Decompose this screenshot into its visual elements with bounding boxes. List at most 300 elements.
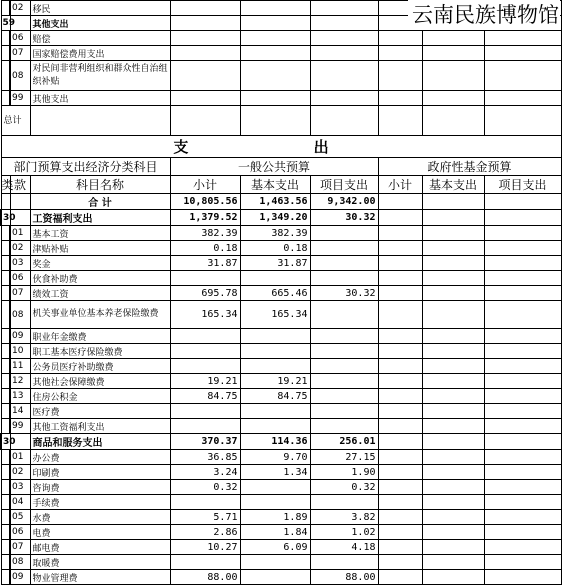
empty-cell: [484, 495, 561, 510]
row-basic: 1,349.20: [240, 210, 310, 226]
row-basic: [240, 344, 310, 359]
row-label: 商品和服务支出: [30, 434, 170, 450]
total-section: [1, 106, 561, 136]
table-row: [1, 226, 561, 241]
empty-cell: [422, 389, 484, 404]
row-project: [310, 389, 378, 404]
empty-cell: [422, 344, 484, 359]
empty-cell: [378, 301, 422, 329]
empty-cell: [378, 374, 422, 389]
row-label: 医疗费: [30, 404, 170, 419]
row-class: [1, 404, 10, 419]
empty-cell: [378, 510, 422, 525]
empty-cell: [484, 480, 561, 495]
table-row: [1, 480, 561, 495]
row-code: 06: [10, 271, 30, 286]
table-row: [1, 286, 561, 301]
empty-cell: [378, 389, 422, 404]
table-row: [1, 256, 561, 271]
empty-cell: [422, 540, 484, 555]
row-project: [310, 271, 378, 286]
empty-cell: [484, 61, 561, 91]
row-label: 印刷费: [30, 465, 170, 480]
table-row: [1, 241, 561, 256]
row-project: [310, 241, 378, 256]
row-class: [1, 31, 10, 46]
empty-cell: [422, 419, 484, 434]
row-label: 物业管理费: [30, 570, 170, 585]
col-kuan: 款: [10, 176, 30, 194]
general-budget-header: 一般公共预算: [170, 158, 378, 176]
empty-cell: [422, 46, 484, 61]
empty-cell: [484, 226, 561, 241]
row-label: 其他社会保障缴费: [30, 374, 170, 389]
table-row: [1, 374, 561, 389]
table-row: [1, 465, 561, 480]
empty-cell: [484, 359, 561, 374]
empty-cell: [422, 404, 484, 419]
empty-cell: [422, 434, 484, 450]
empty-cell: [422, 555, 484, 570]
row-project: [310, 301, 378, 329]
row-project: [310, 256, 378, 271]
row-label: 对民间非营利组织和群众性自治组织补贴: [30, 61, 170, 91]
table-row: [1, 404, 561, 419]
row-class: [1, 389, 10, 404]
row-class: [1, 540, 10, 555]
row-class: 30: [1, 434, 10, 450]
empty-cell: [378, 465, 422, 480]
section-title: 支 出: [1, 136, 561, 158]
row-class: [1, 241, 10, 256]
row-subtotal: 84.75: [170, 389, 240, 404]
row-label: 咨询费: [30, 480, 170, 495]
empty-cell: [378, 434, 422, 450]
empty-cell: [378, 241, 422, 256]
row-code: 04: [10, 495, 30, 510]
col-subtotal-fund: 小计: [378, 176, 422, 194]
row-class: [1, 510, 10, 525]
empty-cell: [484, 465, 561, 480]
row-subtotal: 31.87: [170, 256, 240, 271]
empty-cell: [422, 525, 484, 540]
empty-cell: [484, 570, 561, 585]
row-subtotal: 1,379.52: [170, 210, 240, 226]
header-section: [1, 136, 561, 210]
table-row: [1, 510, 561, 525]
empty-cell: [484, 256, 561, 271]
empty-cell: [378, 419, 422, 434]
table-row: [1, 271, 561, 286]
row-subtotal: 165.34: [170, 301, 240, 329]
empty-cell: [378, 555, 422, 570]
empty-cell: [484, 525, 561, 540]
row-class: 59: [1, 16, 10, 31]
empty-cell: [170, 46, 240, 61]
row-subtotal: [170, 404, 240, 419]
row-project: 1.90: [310, 465, 378, 480]
row-subtotal: [170, 419, 240, 434]
row-label: 电费: [30, 525, 170, 540]
row-project: 0.32: [310, 480, 378, 495]
row-code: 99: [10, 91, 30, 106]
row-class: [1, 226, 10, 241]
empty-cell: [378, 570, 422, 585]
row-label: 水费: [30, 510, 170, 525]
empty-cell: [378, 91, 422, 106]
row-basic: 6.09: [240, 540, 310, 555]
table-row: [1, 434, 561, 450]
empty-cell: [422, 241, 484, 256]
row-basic: 31.87: [240, 256, 310, 271]
row-class: [1, 495, 10, 510]
sum-subtotal: 10,805.56: [170, 194, 240, 210]
row-basic: 9.70: [240, 450, 310, 465]
empty-cell: [378, 540, 422, 555]
empty-cell: [484, 450, 561, 465]
row-project: [310, 329, 378, 344]
row-class: 30: [1, 210, 10, 226]
table-row: [1, 570, 561, 585]
empty-cell: [170, 61, 240, 91]
row-label: 国家赔偿费用支出: [30, 46, 170, 61]
empty-cell: [484, 555, 561, 570]
row-class: [1, 301, 10, 329]
subject-group-header: 部门预算支出经济分类科目: [1, 158, 170, 176]
row-class: [1, 450, 10, 465]
col-project: 项目支出: [310, 176, 378, 194]
row-code: 08: [10, 61, 30, 91]
row-code: 11: [10, 359, 30, 374]
row-label: 奖金: [30, 256, 170, 271]
row-code: 01: [10, 450, 30, 465]
row-basic: [240, 404, 310, 419]
table-row: [1, 555, 561, 570]
empty-cell: [378, 286, 422, 301]
row-class: [1, 344, 10, 359]
row-basic: [240, 359, 310, 374]
table-row: [1, 46, 561, 61]
row-code: 02: [10, 241, 30, 256]
empty-cell: [484, 510, 561, 525]
row-project: [310, 226, 378, 241]
row-code: 07: [10, 540, 30, 555]
empty-cell: [484, 540, 561, 555]
empty-cell: [310, 31, 378, 46]
row-code: 06: [10, 31, 30, 46]
row-project: 3.82: [310, 510, 378, 525]
empty-cell: [170, 16, 240, 31]
row-code: 09: [10, 570, 30, 585]
row-subtotal: [170, 555, 240, 570]
row-class: [1, 1, 10, 16]
row-project: 4.18: [310, 540, 378, 555]
empty-cell: [378, 256, 422, 271]
empty-cell: [422, 450, 484, 465]
row-label: 工资福利支出: [30, 210, 170, 226]
row-basic: 165.34: [240, 301, 310, 329]
col-basic: 基本支出: [240, 176, 310, 194]
row-project: 30.32: [310, 286, 378, 301]
empty-cell: [170, 91, 240, 106]
row-project: [310, 555, 378, 570]
empty-cell: [422, 329, 484, 344]
empty-cell: [422, 271, 484, 286]
row-code: 09: [10, 329, 30, 344]
row-class: [1, 374, 10, 389]
row-project: 1.02: [310, 525, 378, 540]
row-basic: 382.39: [240, 226, 310, 241]
row-code: 05: [10, 510, 30, 525]
row-subtotal: 5.71: [170, 510, 240, 525]
empty-cell: [378, 31, 422, 46]
row-code: 07: [10, 286, 30, 301]
empty-cell: [240, 61, 310, 91]
row-project: [310, 404, 378, 419]
row-label: 伙食补助费: [30, 271, 170, 286]
empty-cell: [378, 450, 422, 465]
row-label: 津贴补贴: [30, 241, 170, 256]
row-label: 邮电费: [30, 540, 170, 555]
row-label: 绩效工资: [30, 286, 170, 301]
table-row: [1, 419, 561, 434]
empty-cell: [170, 1, 240, 16]
row-subtotal: [170, 271, 240, 286]
empty-cell: [484, 241, 561, 256]
empty-cell: [484, 389, 561, 404]
row-subtotal: 10.27: [170, 540, 240, 555]
row-class: [1, 465, 10, 480]
table-row: [1, 329, 561, 344]
empty-cell: [240, 31, 310, 46]
table-row: [1, 450, 561, 465]
row-subtotal: 382.39: [170, 226, 240, 241]
empty-cell: [422, 510, 484, 525]
empty-cell: [484, 271, 561, 286]
col-cls: 类: [1, 176, 10, 194]
row-subtotal: [170, 359, 240, 374]
empty-cell: [484, 91, 561, 106]
table-row: [1, 301, 561, 329]
empty-cell: [240, 46, 310, 61]
row-code: 03: [10, 256, 30, 271]
empty-cell: [310, 46, 378, 61]
row-label: 其他工资福利支出: [30, 419, 170, 434]
row-label: 移民: [30, 1, 170, 16]
row-class: [1, 570, 10, 585]
row-basic: [240, 419, 310, 434]
total-label: 总计: [1, 106, 30, 136]
row-class: [1, 555, 10, 570]
empty-cell: [240, 91, 310, 106]
empty-cell: [422, 301, 484, 329]
row-basic: [240, 555, 310, 570]
row-label: 基本工资: [30, 226, 170, 241]
row-subtotal: [170, 344, 240, 359]
sum-basic: 1,463.56: [240, 194, 310, 210]
row-class: [1, 91, 10, 106]
empty-cell: [484, 31, 561, 46]
empty-cell: [170, 31, 240, 46]
row-project: 256.01: [310, 434, 378, 450]
row-basic: [240, 480, 310, 495]
row-project: 30.32: [310, 210, 378, 226]
empty-cell: [240, 1, 310, 16]
row-subtotal: [170, 329, 240, 344]
row-basic: 114.36: [240, 434, 310, 450]
empty-cell: [484, 329, 561, 344]
empty-cell: [422, 480, 484, 495]
row-basic: [240, 495, 310, 510]
row-class: [1, 525, 10, 540]
empty-cell: [422, 226, 484, 241]
row-project: [310, 344, 378, 359]
table-row: [1, 389, 561, 404]
table-row: [1, 61, 561, 91]
row-basic: 1.34: [240, 465, 310, 480]
row-subtotal: 695.78: [170, 286, 240, 301]
empty-cell: [310, 91, 378, 106]
empty-cell: [378, 210, 422, 226]
row-project: 88.00: [310, 570, 378, 585]
empty-cell: [484, 210, 561, 226]
empty-cell: [422, 210, 484, 226]
row-project: [310, 495, 378, 510]
empty-cell: [484, 46, 561, 61]
empty-cell: [378, 359, 422, 374]
empty-cell: [422, 286, 484, 301]
sum-project: 9,342.00: [310, 194, 378, 210]
empty-cell: [422, 91, 484, 106]
empty-cell: [484, 344, 561, 359]
row-subtotal: 36.85: [170, 450, 240, 465]
row-code: 03: [10, 480, 30, 495]
row-basic: 84.75: [240, 389, 310, 404]
row-basic: 1.89: [240, 510, 310, 525]
empty-cell: [378, 404, 422, 419]
col-project-fund: 项目支出: [484, 176, 561, 194]
row-code: 01: [10, 226, 30, 241]
row-code: 08: [10, 301, 30, 329]
row-code: 02: [10, 465, 30, 480]
row-project: [310, 374, 378, 389]
row-basic: 0.18: [240, 241, 310, 256]
row-project: [310, 419, 378, 434]
main-section: [1, 210, 561, 585]
sum-label: 合 计: [30, 194, 170, 210]
fund-budget-header: 政府性基金预算: [378, 158, 561, 176]
empty-cell: [422, 495, 484, 510]
row-code: 10: [10, 344, 30, 359]
empty-cell: [378, 329, 422, 344]
row-label: 机关事业单位基本养老保险缴费: [30, 301, 170, 329]
row-class: [1, 480, 10, 495]
empty-cell: [484, 434, 561, 450]
row-code: 13: [10, 389, 30, 404]
table-row: [1, 210, 561, 226]
empty-cell: [378, 61, 422, 91]
row-label: 手续费: [30, 495, 170, 510]
empty-cell: [484, 419, 561, 434]
row-basic: [240, 271, 310, 286]
row-label: 住房公积金: [30, 389, 170, 404]
row-subtotal: 0.32: [170, 480, 240, 495]
row-subtotal: 88.00: [170, 570, 240, 585]
table-row: [1, 344, 561, 359]
empty-cell: [240, 16, 310, 31]
row-code: 06: [10, 525, 30, 540]
row-project: 27.15: [310, 450, 378, 465]
empty-cell: [378, 525, 422, 540]
row-class: [1, 271, 10, 286]
col-basic-fund: 基本支出: [422, 176, 484, 194]
empty-cell: [422, 61, 484, 91]
row-subtotal: 19.21: [170, 374, 240, 389]
row-code: 99: [10, 419, 30, 434]
row-class: [1, 46, 10, 61]
col-name: 科目名称: [30, 176, 170, 194]
empty-cell: [422, 256, 484, 271]
empty-cell: [310, 61, 378, 91]
empty-cell: [484, 301, 561, 329]
row-class: [1, 359, 10, 374]
empty-cell: [378, 344, 422, 359]
row-code: 12: [10, 374, 30, 389]
row-basic: [240, 570, 310, 585]
row-subtotal: 0.18: [170, 241, 240, 256]
row-project: [310, 359, 378, 374]
empty-cell: [378, 495, 422, 510]
row-class: [1, 419, 10, 434]
row-subtotal: [170, 495, 240, 510]
empty-cell: [378, 480, 422, 495]
empty-cell: [422, 570, 484, 585]
table-row: [1, 359, 561, 374]
row-label: 其他支出: [30, 16, 170, 31]
row-basic: 1.84: [240, 525, 310, 540]
empty-cell: [484, 374, 561, 389]
row-basic: 665.46: [240, 286, 310, 301]
row-code: 07: [10, 46, 30, 61]
row-label: 其他支出: [30, 91, 170, 106]
table-row: [1, 525, 561, 540]
empty-cell: [378, 226, 422, 241]
row-code: 14: [10, 404, 30, 419]
empty-cell: [484, 286, 561, 301]
row-basic: [240, 329, 310, 344]
row-class: [1, 256, 10, 271]
row-label: 职业年金缴费: [30, 329, 170, 344]
row-basic: 19.21: [240, 374, 310, 389]
empty-cell: [378, 271, 422, 286]
row-subtotal: 2.86: [170, 525, 240, 540]
row-label: 赔偿: [30, 31, 170, 46]
table-row: [1, 31, 561, 46]
empty-cell: [422, 31, 484, 46]
row-class: [1, 61, 10, 91]
row-class: [1, 329, 10, 344]
row-label: 公务员医疗补助缴费: [30, 359, 170, 374]
row-label: 职工基本医疗保险缴费: [30, 344, 170, 359]
table-row: [1, 91, 561, 106]
table-row: [1, 495, 561, 510]
empty-cell: [310, 16, 378, 31]
row-subtotal: 370.37: [170, 434, 240, 450]
row-code: 02: [10, 1, 30, 16]
row-code: 08: [10, 555, 30, 570]
empty-cell: [310, 1, 378, 16]
empty-cell: [422, 374, 484, 389]
